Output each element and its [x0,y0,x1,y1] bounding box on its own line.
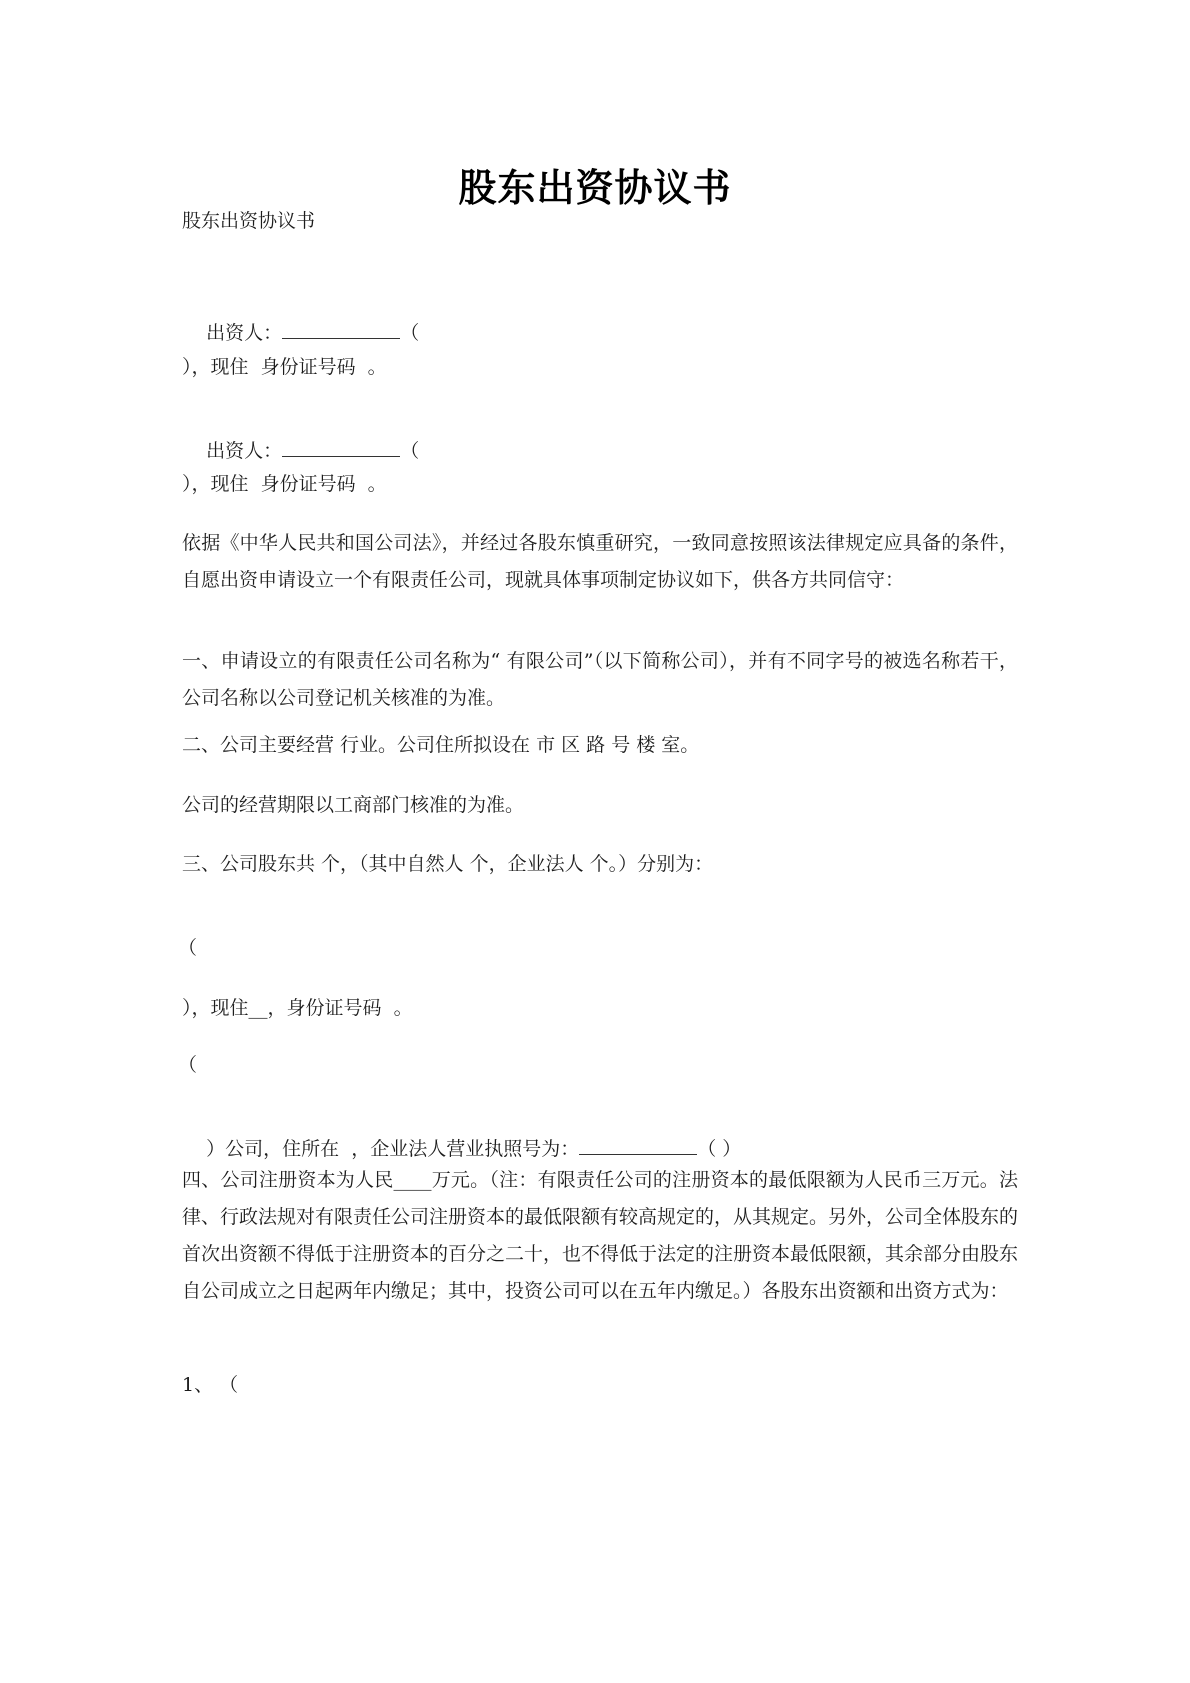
contribution-item-1: 1、 （ [182,1374,239,1396]
investor-1-open-paren: （ [400,322,420,344]
investor-2-detail: ），现住 身份证号码 。 [182,473,387,495]
investor-1-label: 出资人： [206,322,283,344]
preamble-paragraph: 依据《中华人民共和国公司法》，并经过各股东慎重研究，一致同意按照该法律规定应具备的条件，自愿出资申请设立一个有限责任公司，现就具体事项制定协议如下，供各方共同信守： [182,532,1018,591]
document-subtitle: 股东出资协议书 [182,210,316,232]
investor-1-detail: ），现住 身份证号码 。 [182,356,387,378]
shareholder-2-paren: （ ） [697,1138,742,1160]
clause-1-company-name: 一、申请设立的有限责任公司名称为“ 有限公司”（以下简称公司），并有不同字号的被选名称若干，公司名称以公司登记机关核准的为准。 [182,650,1018,709]
license-number-blank [579,1136,697,1155]
clause-2-business-scope: 二、公司主要经营 行业。公司住所拟设在 市 区 路 号 楼 室。 [182,734,700,756]
clause-2-operating-term: 公司的经营期限以工商部门核准的为准。 [182,794,525,816]
clause-4-registered-capital: 四、公司注册资本为人民____万元。（注：有限责任公司的注册资本的最低限额为人民币三万元。法律、行政法规对有限责任公司注册资本的最低限额有较高规定的，从其规定。另外，公司全体股东的首次出资额不得低于注册资本的百分之二十，也不得低于法定的注册资本最低限额，其余部分由股东自公司成立之日起两年内缴足；其中，投资公司可以在五年内缴足。）各股东出资额和出资方式为： [182,1169,1019,1302]
investor-2-label: 出资人： [206,440,283,462]
investor-2-open-paren: （ [400,440,420,462]
document-title: 股东出资协议书 [458,165,732,210]
shareholder-2-detail: ）公司，住所在 ，企业法人营业执照号为： [206,1138,580,1160]
investor-1-name-blank [282,320,400,339]
clause-3-shareholders: 三、公司股东共 个，（其中自然人 个，企业法人 个。）分别为： [182,853,714,875]
shareholder-1-detail: ），现住__，身份证号码 。 [182,997,413,1019]
investor-2-name-blank [282,438,400,457]
shareholder-1-open: （ [178,937,198,959]
shareholder-2-open: （ [178,1054,198,1076]
